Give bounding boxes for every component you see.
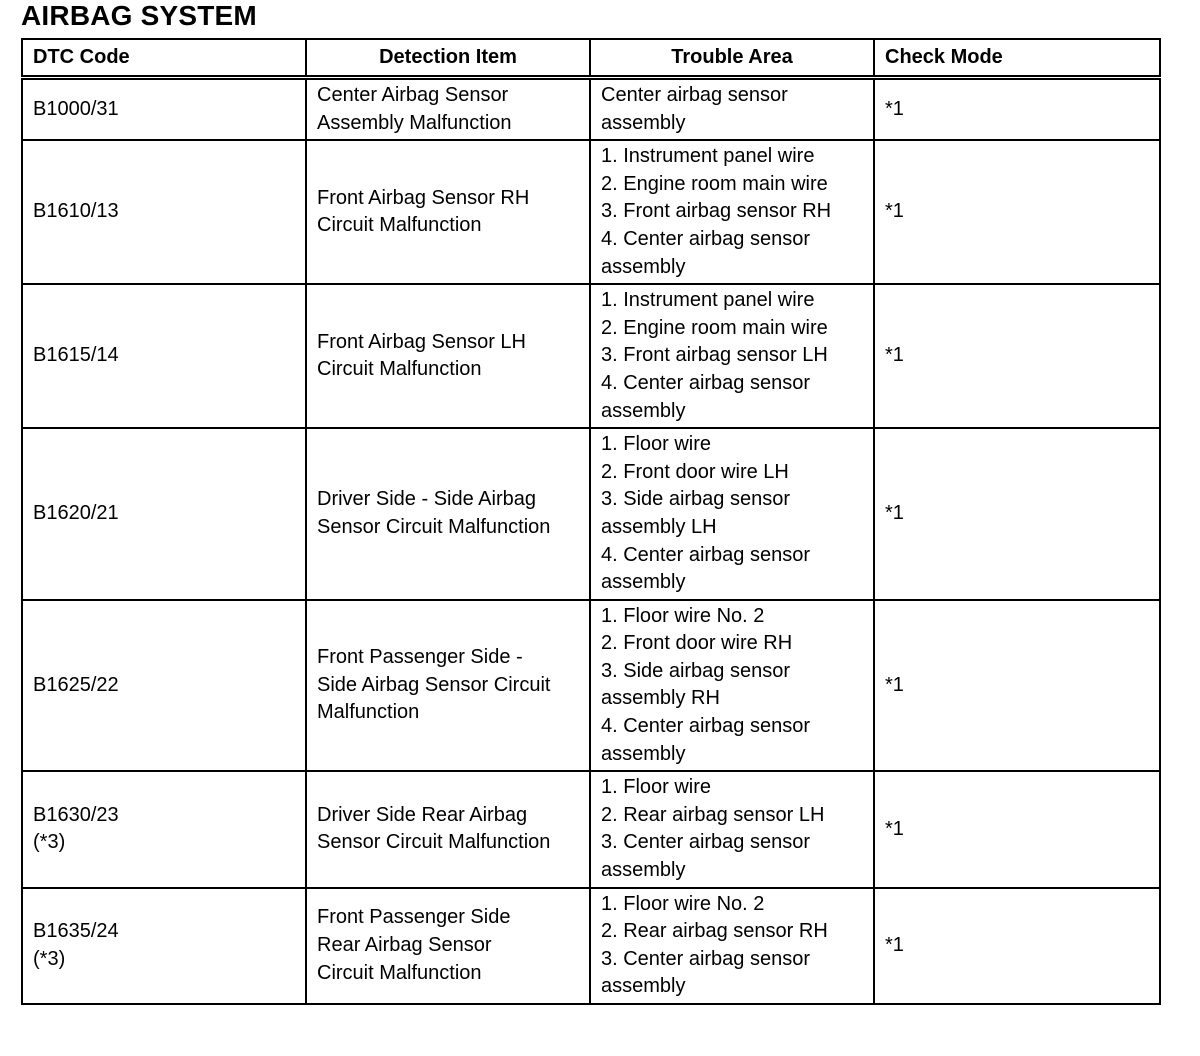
header-detection-item: Detection Item [306, 39, 590, 78]
table-header-row [22, 39, 1160, 78]
trouble-line: assembly [601, 859, 686, 882]
detection-line: Front Airbag Sensor RH [317, 186, 530, 209]
table-row [22, 284, 1160, 428]
dtc-code: B1610/13 [33, 200, 119, 223]
detection-line: Center Airbag Sensor [317, 84, 509, 106]
table-row [22, 771, 1160, 887]
detection-line: Side Airbag Sensor Circuit [317, 673, 551, 696]
trouble-line: 4. Center airbag sensor [601, 227, 811, 250]
dtc-code-cell [22, 284, 306, 428]
trouble-line: 3. Side airbag sensor [601, 488, 791, 511]
dtc-code: B1620/21 [33, 502, 119, 525]
dtc-code: B1625/22 [33, 673, 119, 696]
trouble-area-cell [590, 600, 874, 772]
trouble-line: assembly [601, 571, 686, 594]
trouble-line: assembly RH [601, 687, 720, 710]
trouble-line: 1. Instrument panel wire [601, 289, 815, 312]
detection-line: Circuit Malfunction [317, 358, 482, 381]
detection-item-cell [306, 140, 590, 284]
dtc-code: B1635/24 [33, 920, 119, 943]
trouble-line: 4. Center airbag sensor [601, 543, 811, 566]
trouble-line: 4. Center airbag sensor [601, 371, 811, 394]
dtc-code-cell [22, 428, 306, 600]
header-check-mode: Check Mode [874, 39, 1160, 78]
dtc-code-cell [22, 600, 306, 772]
detection-line: Sensor Circuit Malfunction [317, 515, 551, 538]
trouble-line: 3. Front airbag sensor LH [601, 344, 828, 367]
detection-line: Front Airbag Sensor LH [317, 330, 526, 353]
detection-item-cell [306, 600, 590, 772]
detection-line: Assembly Malfunction [317, 111, 512, 134]
dtc-code-cell [22, 78, 306, 141]
detection-line: Driver Side Rear Airbag [317, 803, 528, 826]
trouble-line: assembly LH [601, 515, 717, 538]
trouble-line: 3. Side airbag sensor [601, 659, 791, 682]
dtc-code-note: (*3) [33, 831, 66, 854]
detection-line: Front Passenger Side - [317, 646, 523, 669]
trouble-line: 1. Floor wire [601, 776, 712, 799]
page-title: AIRBAG SYSTEM [21, 0, 257, 31]
trouble-line: assembly [601, 975, 686, 998]
detection-item-cell [306, 888, 590, 1004]
trouble-line: Center airbag sensor [601, 84, 788, 106]
detection-line: Circuit Malfunction [317, 214, 482, 237]
detection-line: Rear Airbag Sensor [317, 934, 492, 957]
check-mode-cell: *1 [874, 600, 1160, 772]
table-row [22, 140, 1160, 284]
detection-line: Malfunction [317, 701, 420, 724]
trouble-line: 2. Rear airbag sensor LH [601, 803, 825, 826]
trouble-line: 1. Floor wire [601, 433, 712, 456]
detection-line: Sensor Circuit Malfunction [317, 831, 551, 854]
detection-line: Driver Side - Side Airbag [317, 488, 536, 511]
trouble-line: 1. Floor wire No. 2 [601, 892, 765, 915]
dtc-code-note: (*3) [33, 947, 66, 970]
trouble-line: 1. Floor wire No. 2 [601, 604, 765, 627]
trouble-line: assembly [601, 111, 686, 134]
dtc-code: B1615/14 [33, 344, 119, 367]
check-mode-cell: *1 [874, 888, 1160, 1004]
dtc-code: B1000/31 [33, 97, 119, 120]
detection-item-cell [306, 284, 590, 428]
trouble-line: 2. Front door wire LH [601, 460, 789, 483]
check-mode-cell: *1 [874, 428, 1160, 600]
trouble-line: 4. Center airbag sensor [601, 715, 811, 738]
detection-line: Circuit Malfunction [317, 961, 482, 984]
table-row [22, 428, 1160, 600]
trouble-line: assembly [601, 255, 686, 278]
header-trouble-area: Trouble Area [590, 39, 874, 78]
trouble-line: 2. Engine room main wire [601, 172, 828, 195]
dtc-code-cell [22, 888, 306, 1004]
check-mode-cell: *1 [874, 140, 1160, 284]
detection-item-cell [306, 771, 590, 887]
trouble-line: 2. Rear airbag sensor RH [601, 920, 828, 943]
trouble-line: assembly [601, 742, 686, 765]
trouble-line: assembly [601, 399, 686, 422]
trouble-line: 2. Front door wire RH [601, 632, 793, 655]
trouble-line: 2. Engine room main wire [601, 316, 828, 339]
detection-item-cell [306, 428, 590, 600]
trouble-area-cell [590, 140, 874, 284]
detection-item-cell [306, 78, 590, 141]
table-row [22, 78, 1160, 141]
header-dtc-code: DTC Code [22, 39, 306, 78]
trouble-line: 3. Center airbag sensor [601, 831, 811, 854]
check-mode-cell: *1 [874, 771, 1160, 887]
check-mode-cell: *1 [874, 78, 1160, 141]
dtc-code-cell [22, 771, 306, 887]
trouble-area-cell [590, 428, 874, 600]
trouble-area-cell [590, 284, 874, 428]
check-mode-cell: *1 [874, 284, 1160, 428]
trouble-line: 3. Front airbag sensor RH [601, 200, 832, 223]
trouble-line: 3. Center airbag sensor [601, 947, 811, 970]
trouble-area-cell [590, 771, 874, 887]
table-row [22, 888, 1160, 1004]
detection-line: Front Passenger Side [317, 906, 511, 929]
trouble-area-cell [590, 888, 874, 1004]
trouble-line: 1. Instrument panel wire [601, 145, 815, 168]
table-row [22, 600, 1160, 772]
dtc-table [21, 38, 1161, 1005]
dtc-code: B1630/23 [33, 803, 119, 826]
trouble-area-cell [590, 78, 874, 141]
dtc-code-cell [22, 140, 306, 284]
